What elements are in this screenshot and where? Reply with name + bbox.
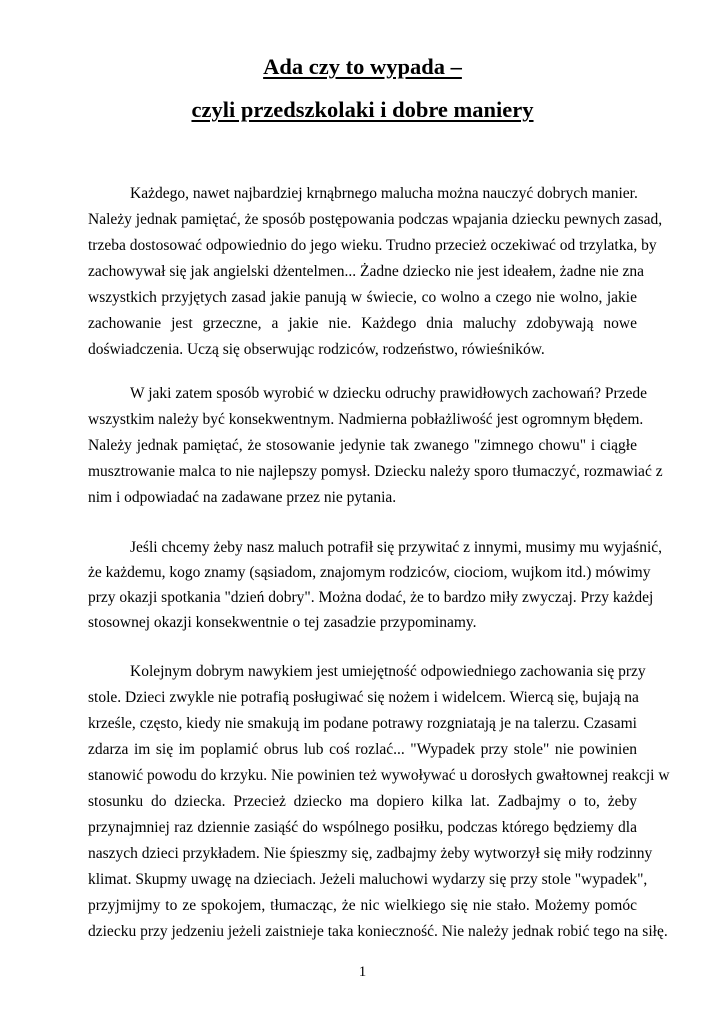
paragraph-line: stosunku do dziecka. Przecież dziecko ma dopiero kilka lat. Zadbajmy o to, żeby: [88, 793, 637, 810]
paragraph-line: przy okazji spotkania "dzień dobry". Można dodać, że to bardzo miły zwyczaj. Przy każdej: [88, 589, 654, 606]
document-title-line-2: czyli przedszkolaki i dobre maniery: [191, 97, 534, 122]
page-number: 1: [358, 964, 367, 980]
paragraph-line: zachowanie jest grzeczne, a jakie nie. Każdego dnia maluchy zdobywają nowe: [88, 315, 637, 332]
paragraph-line: musztrowanie malca to nie najlepszy pomysł. Dziecku należy sporo tłumaczyć, rozmawiać z: [88, 463, 663, 480]
paragraph-line: stosownej okazji konsekwentnie o tej zasadzie przypominamy.: [88, 614, 477, 631]
paragraph-line: wszystkich przyjętych zasad jakie panują w świecie, co wolno a czego nie wolno, jakie: [88, 289, 637, 306]
paragraph-line: W jaki zatem sposób wyrobić w dziecku odruchy prawidłowych zachowań? Przede: [130, 385, 648, 402]
paragraph-line: nim i odpowiadać na zadawane przez nie pytania.: [88, 489, 397, 506]
paragraph-line: stole. Dzieci zwykle nie potrafią posługiwać się nożem i widelcem. Wiercą się, bujają na: [88, 689, 639, 706]
paragraph-line: Każdego, nawet najbardziej krnąbrnego malucha można nauczyć dobrych manier.: [130, 185, 638, 202]
paragraph-line: Kolejnym dobrym nawykiem jest umiejętność odpowiedniego zachowania się przy: [130, 663, 646, 680]
paragraph-line: krześle, często, kiedy nie smakują im podane potrawy rozgniatają je na talerzu. Czasami: [88, 715, 637, 732]
paragraph-line: Jeśli chcemy żeby nasz maluch potrafił się przywitać z innymi, musimy mu wyjaśnić,: [130, 539, 663, 556]
paragraph-line: stanowić powodu do krzyku. Nie powinien też wywoływać u dorosłych gwałtownej reakcji w: [88, 767, 670, 784]
paragraph-line: dziecku przy jedzeniu jeżeli zaistnieje taka konieczność. Nie należy jednak robić tego na siłę.: [88, 923, 668, 940]
paragraph-line: wszystkim należy być konsekwentnym. Nadmierna pobłażliwość jest ogromnym błędem.: [88, 411, 644, 428]
paragraph-line: naszych dzieci przykładem. Nie śpieszmy się, zadbajmy żeby wytworzył się miły rodzinny: [88, 845, 653, 862]
paragraph-line: klimat. Skupmy uwagę na dzieciach. Jeżeli maluchowi wydarzy się przy stole "wypadek",: [88, 871, 648, 888]
paragraph-line: trzeba dostosować odpowiednio do jego wieku. Trudno przecież oczekiwać od trzylatka, by: [88, 237, 657, 254]
paragraph-line: Należy jednak pamiętać, że sposób postępowania podczas wpajania dziecku pewnych zasad,: [88, 211, 663, 228]
paragraph-line: przynajmniej raz dziennie zasiąść do wspólnego posiłku, podczas którego będziemy dla: [88, 819, 637, 836]
paragraph-line: zdarza im się im poplamić obrus lub coś rozlać... "Wypadek przy stole" nie powinien: [88, 741, 637, 758]
paragraph-line: doświadczenia. Uczą się obserwując rodziców, rodzeństwo, rówieśników.: [88, 341, 545, 358]
paragraph-line: Należy jednak pamiętać, że stosowanie jedynie tak zwanego "zimnego chowu" i ciągłe: [88, 437, 637, 454]
document-title-line-1: Ada czy to wypada –: [263, 54, 462, 79]
paragraph-line: zachowywał się jak angielski dżentelmen... Żadne dziecko nie jest ideałem, żadne nie zna: [88, 263, 645, 280]
paragraph-line: przyjmijmy to ze spokojem, tłumacząc, że nic wielkiego się nie stało. Możemy pomóc: [88, 897, 637, 914]
paragraph-line: że każdemu, kogo znamy (sąsiadom, znajomym rodziców, ciociom, wujkom itd.) mówimy: [88, 564, 651, 581]
